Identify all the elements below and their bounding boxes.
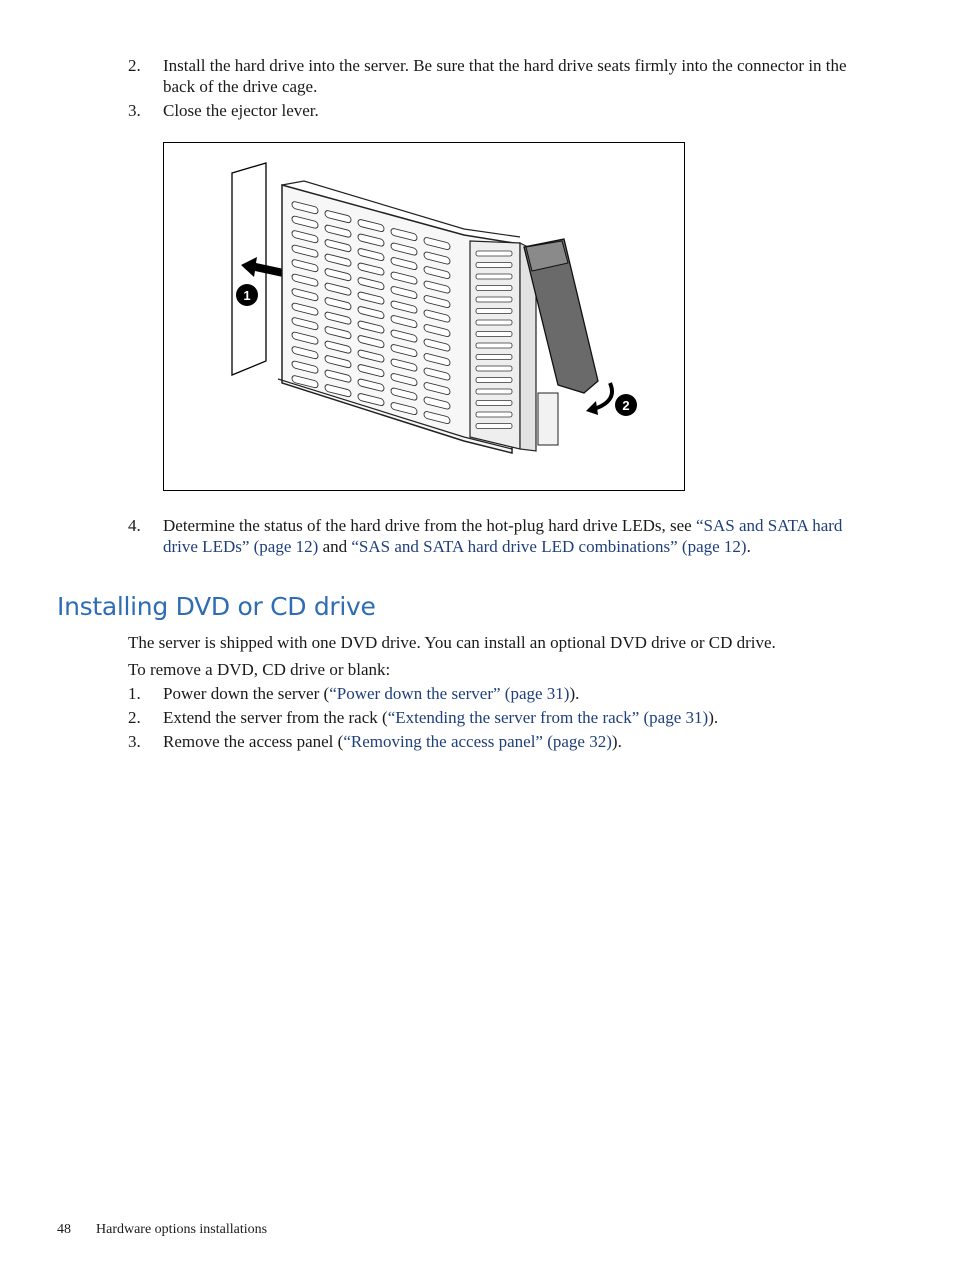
step-text-part: Extend the server from the rack ( — [163, 708, 388, 727]
link-sas-sata-leds[interactable]: “SAS and SATA hard drive LEDs” (page 12) — [163, 516, 843, 556]
step-text-part: . — [746, 536, 751, 556]
step-text-part: Remove the access panel ( — [163, 732, 344, 751]
callout-2-label: 2 — [622, 398, 630, 413]
step-text: Close the ejector lever. — [163, 101, 319, 120]
link-power-down[interactable]: “Power down the server” (page 31) — [329, 684, 570, 703]
step-number: 3. — [128, 732, 141, 751]
step-text-part: ). — [611, 732, 622, 751]
removal-step-1 — [128, 684, 873, 705]
link-extend-server[interactable]: “Extending the server from the rack” (page 31) — [387, 708, 709, 727]
section-intro: The server is shipped with one DVD drive. You can install an optional DVD drive or CD drive. — [128, 633, 776, 652]
hard-drive-install-figure — [163, 142, 685, 491]
step-number: 1. — [128, 684, 141, 703]
link-led-combinations[interactable]: “SAS and SATA hard drive LED combinations” (page 12) — [351, 536, 747, 556]
section-lead: To remove a DVD, CD drive or blank: — [128, 660, 391, 679]
step-text — [163, 684, 873, 705]
chapter-title: Hardware options installations — [96, 1222, 268, 1237]
step-number: 2. — [128, 708, 141, 727]
step-text-part: Power down the server ( — [163, 684, 330, 703]
step-text: Install the hard drive into the server. Be sure that the hard drive seats firmly into the connector in the back of the drive cage. — [163, 56, 847, 96]
close-arrow-icon — [594, 383, 612, 409]
step-3 — [128, 101, 873, 122]
step-text — [163, 516, 873, 557]
callout-1-label: 1 — [243, 288, 251, 303]
step-2 — [128, 56, 873, 97]
step-number: 3. — [128, 101, 141, 120]
step-text — [163, 732, 873, 753]
page-number: 48 — [57, 1222, 71, 1237]
removal-step-3 — [128, 732, 873, 753]
link-remove-access-panel[interactable]: “Removing the access panel” (page 32) — [343, 732, 612, 751]
removal-step-2 — [128, 708, 873, 729]
step-text — [163, 708, 873, 729]
step-number: 2. — [128, 56, 141, 75]
step-text-part: ). — [569, 684, 580, 703]
hard-drive-illustration — [164, 143, 684, 490]
step-text-part: Determine the status of the hard drive from the hot-plug hard drive LEDs, see — [163, 516, 696, 535]
section-title: Installing DVD or CD drive — [57, 592, 376, 621]
step-number: 4. — [128, 516, 141, 535]
step-4 — [128, 516, 873, 557]
step-text-part: and — [318, 536, 352, 556]
step-text-part: ). — [708, 708, 719, 727]
